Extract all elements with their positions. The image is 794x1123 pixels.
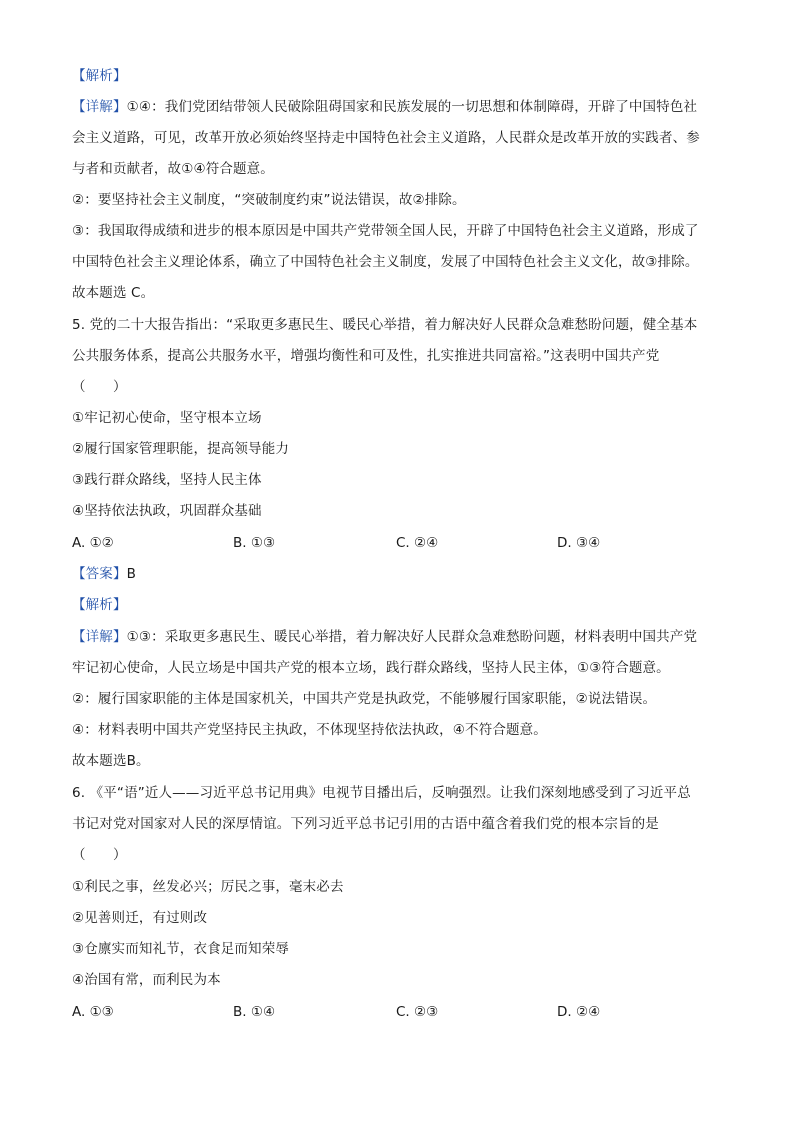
q5-detail-text: ①③：采取更多惠民生、暖民心举措，着力解决好人民群众急难愁盼问题，材料表明中国共产党 xyxy=(126,629,698,645)
q6-item-4: ④治国有常，而利民为本 xyxy=(72,972,221,988)
q6-option-a: A. ①③ xyxy=(72,1004,114,1020)
q5-detail-line-4: ④：材料表明中国共产党坚持民主执政，不体现坚持依法执政，④不符合题意。 xyxy=(72,722,547,738)
q5-item-4: ④坚持依法执政，巩固群众基础 xyxy=(72,503,262,519)
q5-stem-line-2: 公共服务体系，提高公共服务水平，增强均衡性和可及性，扎实推进共同富裕。”这表明中国共产党 xyxy=(72,348,660,364)
q4-detail-line-2: 会主义道路，可见，改革开放必须始终坚持走中国特色社会主义道路，人民群众是改革开放的实践者、参 xyxy=(72,130,700,146)
q5-item-1: ①牢记初心使命，坚守根本立场 xyxy=(72,410,262,426)
detail-tag: 【详解】 xyxy=(72,99,127,115)
q6-item-1: ①利民之事，丝发必兴；厉民之事，毫末必去 xyxy=(72,879,344,895)
q4-detail-text: ①④：我们党团结带领人民破除阻碍国家和民族发展的一切思想和体制障碍，开辟了中国特色社 xyxy=(126,99,698,115)
q6-item-3: ③仓廪实而知礼节，衣食足而知荣辱 xyxy=(72,941,290,957)
q5-item-3: ③践行群众路线，坚持人民主体 xyxy=(72,472,262,488)
answer-tag: 【答案】 xyxy=(72,566,127,582)
q5-stem-line-1: 5. 党的二十大报告指出：“采取更多惠民生、暖民心举措，着力解决好人民群众急难愁盼问题，健全基本 xyxy=(72,317,698,333)
q5-conclusion: 故本题选B。 xyxy=(72,753,150,769)
q4-detail-line-4: ②：要坚持社会主义制度，“突破制度约束”说法错误，故②排除。 xyxy=(72,192,466,208)
q5-answer-paren: （ ） xyxy=(72,379,127,395)
q5-option-a: A. ①② xyxy=(72,535,114,551)
q6-option-b: B. ①④ xyxy=(233,1004,276,1020)
q4-detail-line-5: ③：我国取得成绩和进步的根本原因是中国共产党带领全国人民，开辟了中国特色社会主义道路，形成了 xyxy=(72,223,699,239)
q5-analysis-tag: 【解析】 xyxy=(72,597,127,613)
q5-answer: B xyxy=(126,566,137,582)
q4-detail-line-1 xyxy=(72,97,732,117)
q4-detail-line-3: 与者和贡献者，故①④符合题意。 xyxy=(72,161,274,177)
q6-stem-line-2: 书记对党对国家对人民的深厚情谊。下列习近平总书记引用的古语中蕴含着我们党的根本宗旨的是 xyxy=(72,816,659,832)
q5-detail-tag: 【详解】 xyxy=(72,629,127,645)
analysis-tag: 【解析】 xyxy=(72,68,127,84)
q5-option-d: D. ③④ xyxy=(557,535,601,551)
q5-item-2: ②履行国家管理职能，提高领导能力 xyxy=(72,441,290,457)
q4-detail-line-6: 中国特色社会主义理论体系，确立了中国特色社会主义制度，发展了中国特色社会主义文化，故③排除。 xyxy=(72,254,699,270)
q6-item-2: ②见善则迁，有过则改 xyxy=(72,910,208,926)
q6-option-c: C. ②③ xyxy=(396,1004,439,1020)
q6-stem-line-1: 6. 《平“语”近人——习近平总书记用典》电视节目播出后，反响强烈。让我们深刻地感受到了习近平总 xyxy=(72,785,691,801)
q6-answer-paren: （ ） xyxy=(72,847,127,863)
q5-detail-line-2: 牢记初心使命，人民立场是中国共产党的根本立场，践行群众路线，坚持人民主体，①③符合题意。 xyxy=(72,660,670,676)
q5-detail-line-3: ②：履行国家职能的主体是国家机关，中国共产党是执政党，不能够履行国家职能，②说法错误。 xyxy=(72,691,657,707)
q5-option-c: C. ②④ xyxy=(396,535,439,551)
q4-conclusion: 故本题选 C。 xyxy=(72,285,155,301)
q5-answer-line xyxy=(72,564,732,584)
q6-option-d: D. ②④ xyxy=(557,1004,601,1020)
q5-option-b: B. ①③ xyxy=(233,535,276,551)
q5-detail-line-1 xyxy=(72,627,732,647)
